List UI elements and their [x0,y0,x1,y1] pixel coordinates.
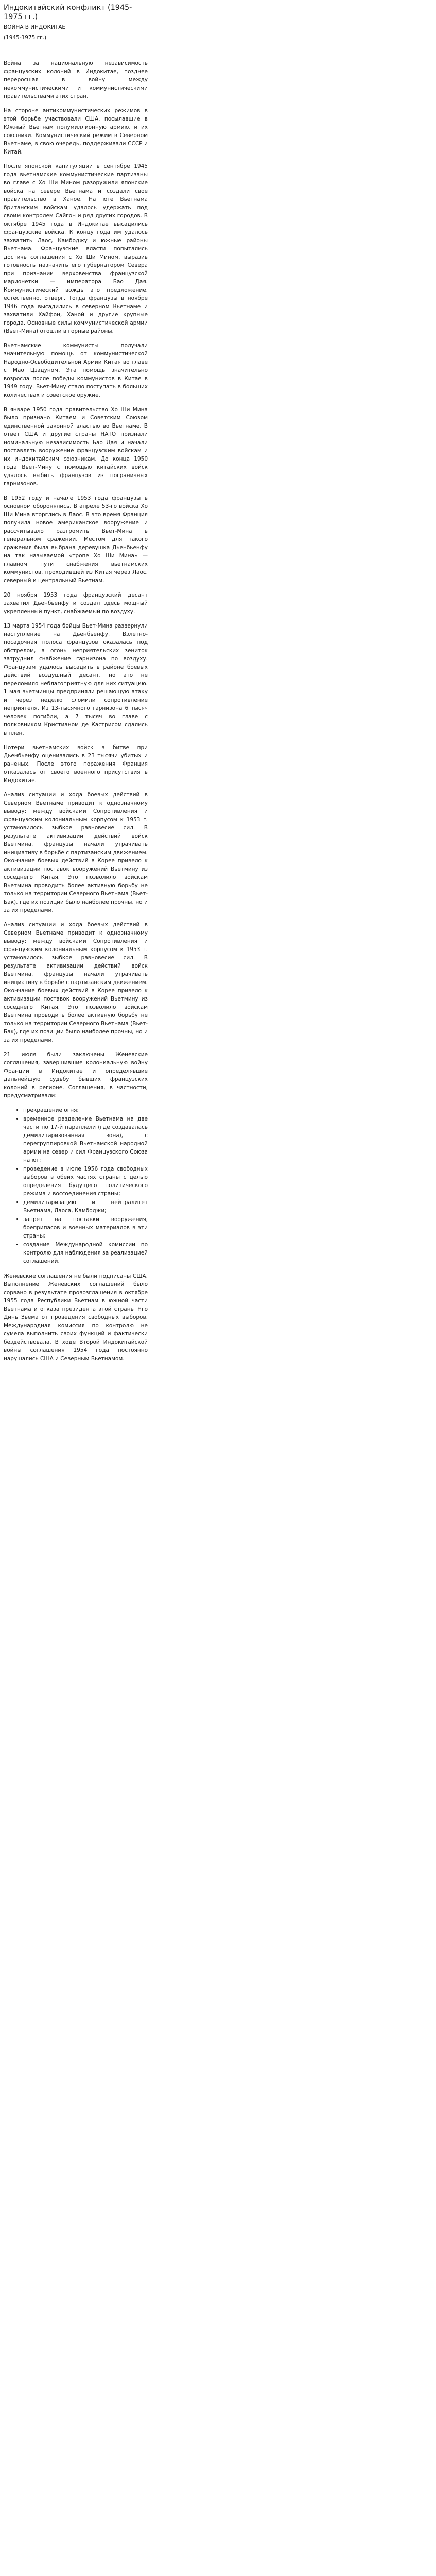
page-title: Индокитайский конфликт (1945-1975 гг.) [4,4,132,21]
list-item: • проведение в июле 1956 года свободных выборов в обеих частях страны с целью определения будущего политического режима и воссоединения страны; [23,1165,148,1198]
paragraph: Анализ ситуации и хода боевых действий в Северном Вьетнаме приводит к однозначному выводу: между войсками Сопротивления и французским колониальным корпусом к 1953 г. установилось зыбкое равновесие сил. В результате активизации действий войск Вьетмина, французы начали утрачивать инициативу в борьбе с партизанским движением. Окончание боевых действий в Корее привело к активизации поставок вооружений Вьетмину из соседнего Китая. Это позволило войскам Вьетмина проводить более активную борьбу не только на территории Северного Вьетнама (Вьет-Бак), где их позиции было наиболее прочны, но и за их пределами. [4,792,148,913]
document-page [0,3,148,1363]
paragraph: В январе 1950 года правительство Хо Ши Мина было признано Китаем и Советским Союзом единственной законной властью во Вьетнаме. В ответ США и другие страны НАТО признали номинальную независимость Бао Дая и начали поставлять вооружение французским войскам и их индокитайским союзникам. До конца 1950 года Вьет-Мину с помощью китайских войск удалось выбить французов из пограничных гарнизонов. [4,406,148,487]
paragraph: Война за национальную независимость французских колоний в Индокитае, позднее переросшая в войну между некоммунистическими и коммунистическими правительствами этих стран. [4,60,148,99]
paragraph: На стороне антикоммунистических режимов в этой борьбе участвовали США, посылавшие в Южный Вьетнам полумиллионную армию, и их союзники. Коммунистический режим в Северном Вьетнаме, в свою очередь, поддерживали СССР и Китай. [4,108,148,155]
paragraph: Потери вьетнамских войск в битве при Дьенбьенфу оценивались в 23 тысячи убитых и раненых. После этого поражения Франция отказалась от своего военного присутствия в Индокитае. [4,744,148,784]
list-item: • демилитаризацию и нейтралитет Вьетнама, Лаоса, Камбоджи; [23,1198,148,1215]
article-body [4,59,148,1363]
paragraph: 20 ноября 1953 года французский десант захватил Дьенбьенфу и создал здесь мощный укрепленный пункт, снабжаемый по воздуху. [4,592,148,615]
list-item: • создание Международной комиссии по контролю для наблюдения за реализацией соглашений. [23,1241,148,1265]
list-item: • временное разделение Вьетнама на две части по 17-й параллели (где создавалась демилитаризованная зона), с перегруппировкой Вьетнамской народной армии на север и сил Французского Союза на юг; [23,1115,148,1164]
section-subtitle: ВОЙНА В ИНДОКИТАЕ [4,24,66,30]
paragraph: После японской капитуляции в сентябре 1945 года вьетнамские коммунистические партизаны во главе с Хо Ши Мином разоружили японские войска на севере Вьетнама и создали свое правительство в Ханое. На юге Вьетнама британским войскам удалось удержать под своим контролем Сайгон и ряд других городов. В октябре 1945 года в Индокитае высадились французские войска. К концу года им удалось захватить Лаос, Камбоджу и южные районы Вьетнама. Французские власти попытались достичь соглашения с Хо Ши Мином, выразив готовность назначить его губернатором Севера при признании верховенства французской марионетки — императора Бао Дая. Коммунистический вождь это предложение, естественно, отверг. Тогда французы в ноябре 1946 года высадились в северном Вьетнаме и захватили Хайфон, Ханой и другие крупные города. Основные силы коммунистической армии (Вьет-Мина) отошли в горные районы. [4,163,148,334]
period-label: (1945-1975 гг.) [4,35,47,41]
paragraph: 21 июля были заключены Женевские соглашения, завершившие колониальную войну Франции в Индокитае и определявшие дальнейшую судьбу бывших французских колоний в регионе. Соглашения, в частности, предусматривали: [4,1052,148,1099]
paragraph: Женевские соглашения не были подписаны США. Выполнение Женевских соглашений было сорвано в результате провозглашения в октябре 1955 года Республики Вьетнам в южной части Вьетнама и отказа президента этой страны Нго Динь Зьема от проведения свободных выборов. Международная комиссия по контролю не сумела выполнить своих функций и фактически бездействовала. В ходе Второй Индокитайской войны соглашения 1954 года постоянно нарушались США и Северным Вьетнамом. [4,1273,148,1362]
paragraph: В 1952 году и начале 1953 года французы в основном оборонялись. В апреле 53-го войска Хо Ши Мина вторглись в Лаос. В это время Франция получила новое американское вооружение и рассчитывало разгромить Вьет-Мина в генеральном сражении. Местом для такого сражения была выбрана деревушка Дьенбьенфу на так называемой «тропе Хо Ши Мина» — главном пути снабжения вьетнамских коммунистов, проходившей из Китая через Лаос, северный и центральный Вьетнам. [4,495,148,584]
list-item: • прекращение огня; [23,1106,148,1114]
agreement-terms-list [4,1106,148,1265]
paragraph: Вьетнамские коммунисты получали значительную помощь от коммунистической Народно-Освободительной Армии Китая во главе с Мао Цзэдуном. Эта помощь значительно возросла после победы коммунистов в Китае в 1949 году. Вьет-Мину стало поступать в больших количествах и советское оружие. [4,343,148,398]
paragraph: 13 марта 1954 года бойцы Вьет-Мина развернули наступление на Дьенбьенфу. Взлетно-посадочная полоса французов оказалась под обстрелом, а огонь неприятельских зениток затруднил снабжение гарнизона по воздуху. Французам удалось высадить в районе боевых действий воздушный десант, но это не переломило неблагоприятную для них ситуацию. 1 мая вьетминцы предприняли решающую атаку и через неделю сломили сопротивление неприятеля. Из 13-тысячного гарнизона 6 тысяч человек погибли, а 7 тысяч во главе с полковником Кристианом де Кастрисом сдались в плен. [4,623,148,736]
list-item: • запрет на поставки вооружения, боеприпасов и военных материалов в эти страны; [23,1215,148,1240]
paragraph: Анализ ситуации и хода боевых действий в Северном Вьетнаме приводит к однозначному выводу: между войсками Сопротивления и французским колониальным корпусом к 1953 г. установилось зыбкое равновесие сил. В результате активизации действий войск Вьетмина, французы начали утрачивать инициативу в борьбе с партизанским движением. Окончание боевых действий в Корее привело к активизации поставок вооружений Вьетмину из соседнего Китая. Это позволило войскам Вьетмина проводить более активную борьбу не только на территории Северного Вьетнама (Вьет-Бак), где их позиции было наиболее прочны, но и за их пределами. [4,922,148,1043]
